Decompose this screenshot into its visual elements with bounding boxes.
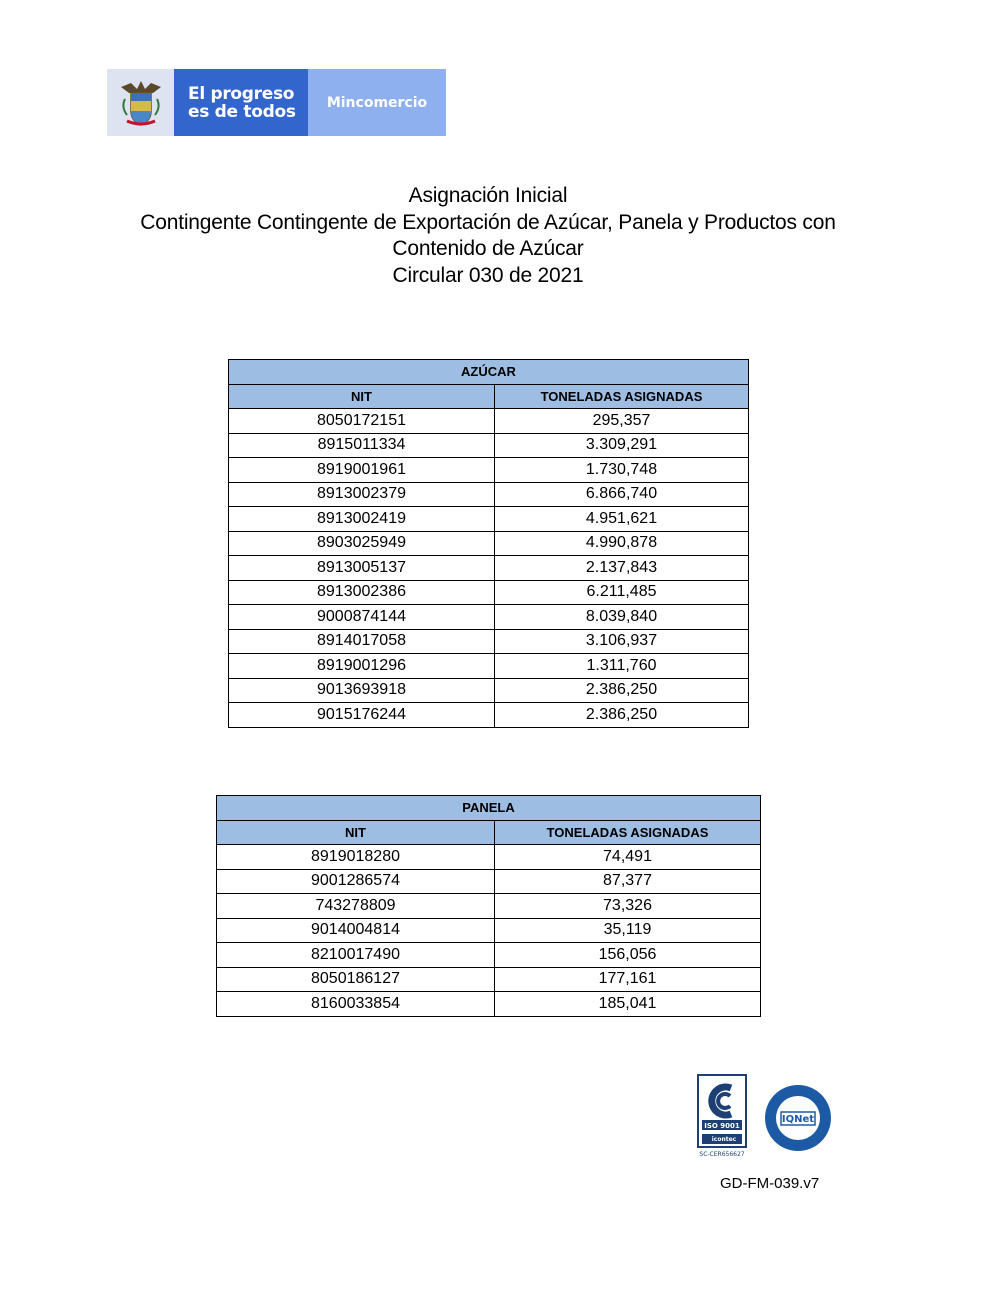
azucar-col-tons: TONELADAS ASIGNADAS [495, 384, 749, 409]
panela-nit-cell: 8160033854 [217, 992, 495, 1017]
azucar-nit-cell: 8915011334 [229, 433, 495, 458]
azucar-nit-cell: 8919001961 [229, 458, 495, 483]
panela-tons-cell: 73,326 [495, 894, 761, 919]
panela-table [216, 795, 761, 1017]
panela-table-body [217, 845, 761, 1017]
panela-table-heading: PANELA [217, 796, 761, 821]
azucar-nit-cell: 9013693918 [229, 678, 495, 703]
document-title [0, 183, 976, 289]
azucar-tons-cell: 3.106,937 [495, 629, 749, 654]
panela-table-row [217, 918, 761, 943]
azucar-tons-cell: 2.386,250 [495, 703, 749, 728]
svg-text:icontec: icontec [711, 1136, 737, 1143]
azucar-table-row [229, 482, 749, 507]
azucar-tons-cell: 4.990,878 [495, 531, 749, 556]
azucar-table-row [229, 654, 749, 679]
header-logo-banner [107, 69, 446, 136]
azucar-table-row [229, 556, 749, 581]
panela-table-row [217, 894, 761, 919]
title-line-4: Circular 030 de 2021 [392, 263, 584, 287]
azucar-tons-cell: 2.137,843 [495, 556, 749, 581]
azucar-tons-cell: 6.866,740 [495, 482, 749, 507]
slogan-logo [174, 69, 308, 136]
azucar-table-row [229, 507, 749, 532]
icontec-label: ISO 9001 [704, 1122, 740, 1130]
azucar-nit-cell: 8903025949 [229, 531, 495, 556]
panela-table-row [217, 943, 761, 968]
azucar-nit-cell: 9015176244 [229, 703, 495, 728]
panela-nit-cell: 8919018280 [217, 845, 495, 870]
azucar-nit-cell: 8050172151 [229, 409, 495, 434]
azucar-table-heading: AZÚCAR [229, 360, 749, 385]
azucar-tons-cell: 3.309,291 [495, 433, 749, 458]
azucar-nit-cell: 8919001296 [229, 654, 495, 679]
azucar-tons-cell: 1.311,760 [495, 654, 749, 679]
panela-nit-cell: 9014004814 [217, 918, 495, 943]
azucar-nit-cell: 8913002386 [229, 580, 495, 605]
iqnet-label: IQNet [781, 1114, 815, 1125]
azucar-tons-cell: 6.211,485 [495, 580, 749, 605]
azucar-table-row [229, 678, 749, 703]
azucar-col-nit: NIT [229, 384, 495, 409]
azucar-table-row [229, 433, 749, 458]
azucar-table [228, 359, 749, 728]
icontec-seal-icon [697, 1074, 747, 1160]
panela-col-tons: TONELADAS ASIGNADAS [495, 820, 761, 845]
title-line-2: Contingente Contingente de Exportación de Azúcar, Panela y Productos con [140, 210, 836, 234]
azucar-tons-cell: 8.039,840 [495, 605, 749, 630]
azucar-nit-cell: 8913005137 [229, 556, 495, 581]
azucar-table-row [229, 629, 749, 654]
panela-col-nit: NIT [217, 820, 495, 845]
ministry-text: Mincomercio [326, 94, 428, 111]
panela-table-row [217, 967, 761, 992]
azucar-tons-cell: 2.386,250 [495, 678, 749, 703]
azucar-nit-cell: 8913002419 [229, 507, 495, 532]
title-line-1: Asignación Inicial [408, 184, 568, 207]
panela-tons-cell: 35,119 [495, 918, 761, 943]
panela-tons-cell: 177,161 [495, 967, 761, 992]
azucar-nit-cell: 8913002379 [229, 482, 495, 507]
azucar-table-row [229, 409, 749, 434]
azucar-table-row [229, 605, 749, 630]
icontec-code: SC-CER656627 [699, 1151, 745, 1158]
azucar-table-row [229, 703, 749, 728]
coat-of-arms-icon [107, 69, 174, 136]
panela-tons-cell: 74,491 [495, 845, 761, 870]
azucar-table-row [229, 531, 749, 556]
azucar-nit-cell: 9000874144 [229, 605, 495, 630]
panela-table-row [217, 869, 761, 894]
panela-table-row [217, 992, 761, 1017]
azucar-nit-cell: 8914017058 [229, 629, 495, 654]
azucar-table-body [229, 409, 749, 728]
azucar-tons-cell: 295,357 [495, 409, 749, 434]
title-line-3: Contenido de Azúcar [392, 237, 584, 260]
slogan-text: El progreso es de todos [188, 83, 296, 122]
azucar-tons-cell: 1.730,748 [495, 458, 749, 483]
panela-nit-cell: 8050186127 [217, 967, 495, 992]
azucar-table-row [229, 580, 749, 605]
panela-nit-cell: 8210017490 [217, 943, 495, 968]
ministry-logo [308, 69, 446, 136]
azucar-tons-cell: 4.951,621 [495, 507, 749, 532]
iqnet-seal-icon [763, 1083, 833, 1153]
panela-table-row [217, 845, 761, 870]
panela-nit-cell: 9001286574 [217, 869, 495, 894]
document-code: GD-FM-039.v7 [720, 1175, 820, 1192]
azucar-table-row [229, 458, 749, 483]
panela-tons-cell: 87,377 [495, 869, 761, 894]
panela-tons-cell: 156,056 [495, 943, 761, 968]
panela-nit-cell: 743278809 [217, 894, 495, 919]
panela-tons-cell: 185,041 [495, 992, 761, 1017]
